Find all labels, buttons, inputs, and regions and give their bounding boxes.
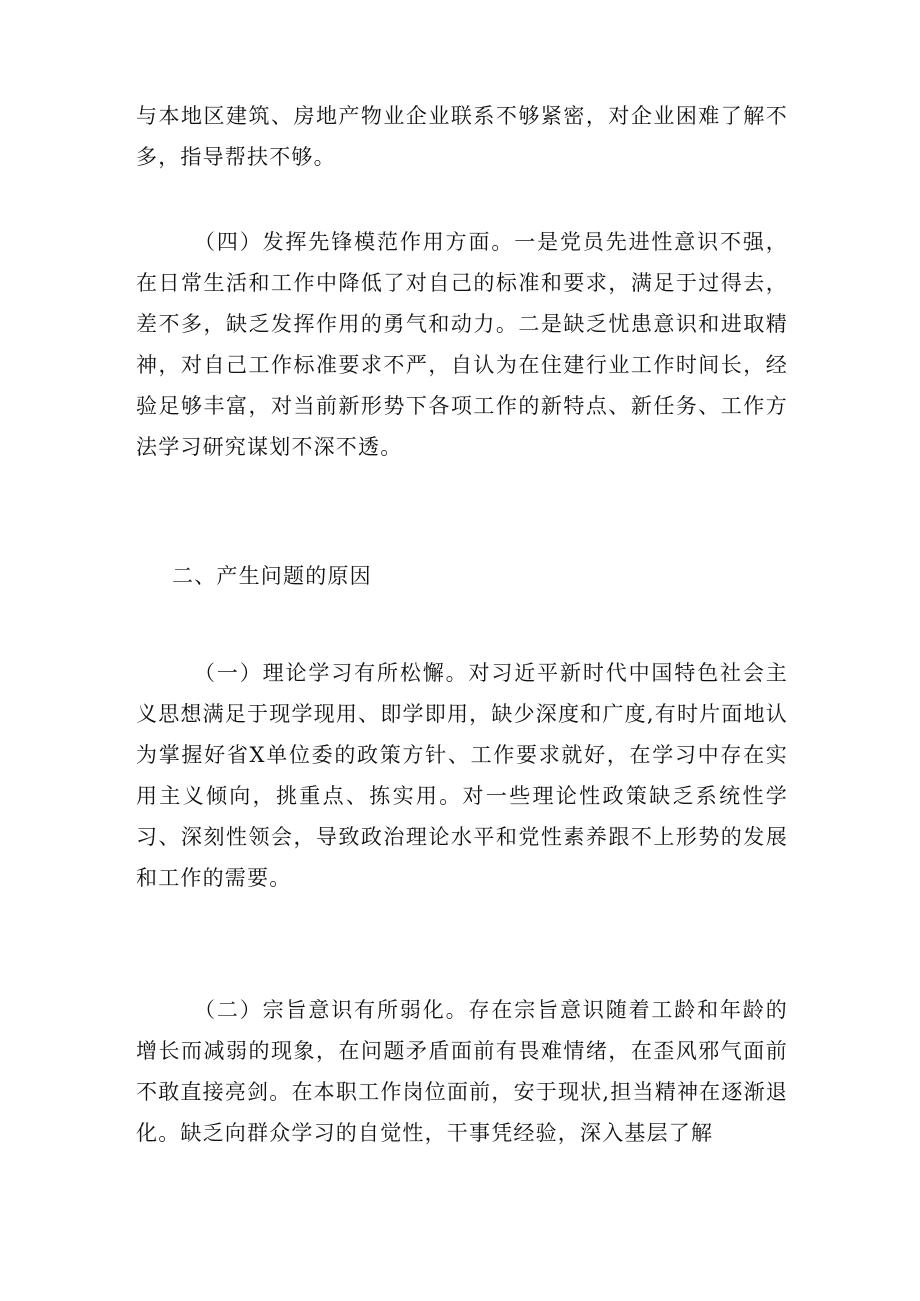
paragraph-section-four: （四）发挥先锋模范作用方面。一是党员先进性意识不强，在日常生活和工作中降低了对自己的标准和要求，满足于过得去，差不多，缺乏发挥作用的勇气和动力。二是缺乏忧患意识和进取精神，对自己工作标准要求不严，自认为在住建行业工作时间长，经验足够丰富，对当前新形势下各项工作的新特点、新任务、工作方法学习研究谋划不深不透。	[136, 230, 788, 459]
paragraph-cause-two: （二）宗旨意识有所弱化。存在宗旨意识随着工龄和年龄的增长而减弱的现象，在问题矛盾面前有畏难情绪，在歪风邪气面前不敢直接亮剑。在本职工作岗位面前，安于现状,担当精神在逐渐退化。缺乏向群众学习的自觉性，干事凭经验，深入基层了解	[136, 998, 788, 1145]
paragraph-continuation: 与本地区建筑、房地产物业企业联系不够紧密，对企业困难了解不多，指导帮扶不够。	[136, 104, 788, 169]
section-heading-causes: 二、产生问题的原因	[172, 564, 372, 588]
paragraph-cause-one: （一）理论学习有所松懈。对习近平新时代中国特色社会主义思想满足于现学现用、即学即用，缺少深度和广度,有时片面地认为掌握好省X单位委的政策方针、工作要求就好，在学习中存在实用主义倾向，挑重点、拣实用。对一些理论性政策缺乏系统性学习、深刻性领会，导致政治理论水平和党性素养跟不上形势的发展和工作的需要。	[136, 661, 788, 890]
